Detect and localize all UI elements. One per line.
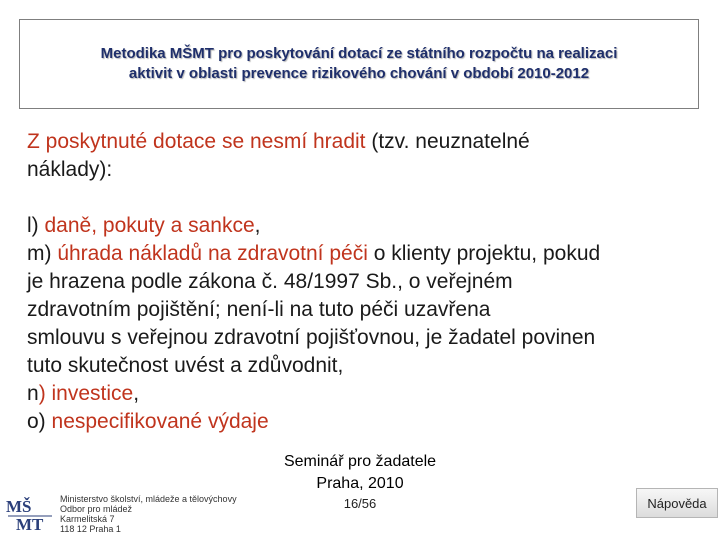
item-o-prefix: o) xyxy=(27,410,52,433)
item-l-text: daně, pokuty a sankce xyxy=(44,214,255,237)
item-n-prefix: n xyxy=(27,382,39,405)
svg-text:MT: MT xyxy=(16,515,44,534)
item-m-line2: je hrazena podle zákona č. 48/1997 Sb., o veřejném xyxy=(27,270,513,293)
ministry-line2: Odbor pro mládež xyxy=(60,504,133,514)
item-l-prefix: l) xyxy=(27,214,45,237)
item-n-text: ) investice xyxy=(38,382,134,405)
item-m-prefix: m) xyxy=(27,242,58,265)
item-m-line5: tuto skutečnost uvést a zdůvodnit, xyxy=(27,354,344,377)
ministry-info xyxy=(60,494,237,534)
intro-line2: náklady): xyxy=(27,158,113,181)
svg-text:MŠ: MŠ xyxy=(6,497,32,516)
item-m-line1 xyxy=(27,240,697,268)
intro-rest-text: (tzv. neuznatelné xyxy=(365,130,530,153)
ministry-line1: Ministerstvo školství, mládeže a tělovýchovy xyxy=(60,494,237,504)
item-o xyxy=(27,408,697,436)
footer-seminar: Seminář pro žadatele xyxy=(283,453,437,470)
slide-title-line1: Metodika MŠMT pro poskytování dotací ze státního rozpočtu na realizaci xyxy=(100,45,618,62)
help-button[interactable]: Nápověda xyxy=(636,488,718,518)
ministry-line4: 118 12 Praha 1 xyxy=(60,524,121,534)
item-l-suffix: , xyxy=(254,214,261,237)
intro-line1 xyxy=(27,128,697,156)
page-number: 16/56 xyxy=(343,496,377,511)
intro-red-text: Z poskytnuté dotace se nesmí hradit xyxy=(27,130,366,153)
item-m-line4: smlouvu s veřejnou zdravotní pojišťovnou, je žadatel povinen xyxy=(27,326,596,349)
slide-title-box xyxy=(19,19,699,109)
item-m-line3: zdravotním pojištění; není-li na tuto péči uzavřena xyxy=(27,298,491,321)
item-o-text: nespecifikované výdaje xyxy=(51,410,269,433)
footer-city-year: Praha, 2010 xyxy=(316,475,404,492)
item-n-suffix: , xyxy=(133,382,140,405)
item-n xyxy=(27,380,697,408)
ministry-line3: Karmelitská 7 xyxy=(60,514,115,524)
item-l xyxy=(27,212,697,240)
slide-title-line2: aktivit v oblasti prevence rizikového chování v období 2010-2012 xyxy=(128,65,590,82)
item-m-rest: o klienty projektu, pokud xyxy=(367,242,601,265)
slide-content xyxy=(27,128,697,436)
msmt-logo-icon xyxy=(4,494,56,534)
item-m-red-text: úhrada nákladů na zdravotní péči xyxy=(57,242,368,265)
